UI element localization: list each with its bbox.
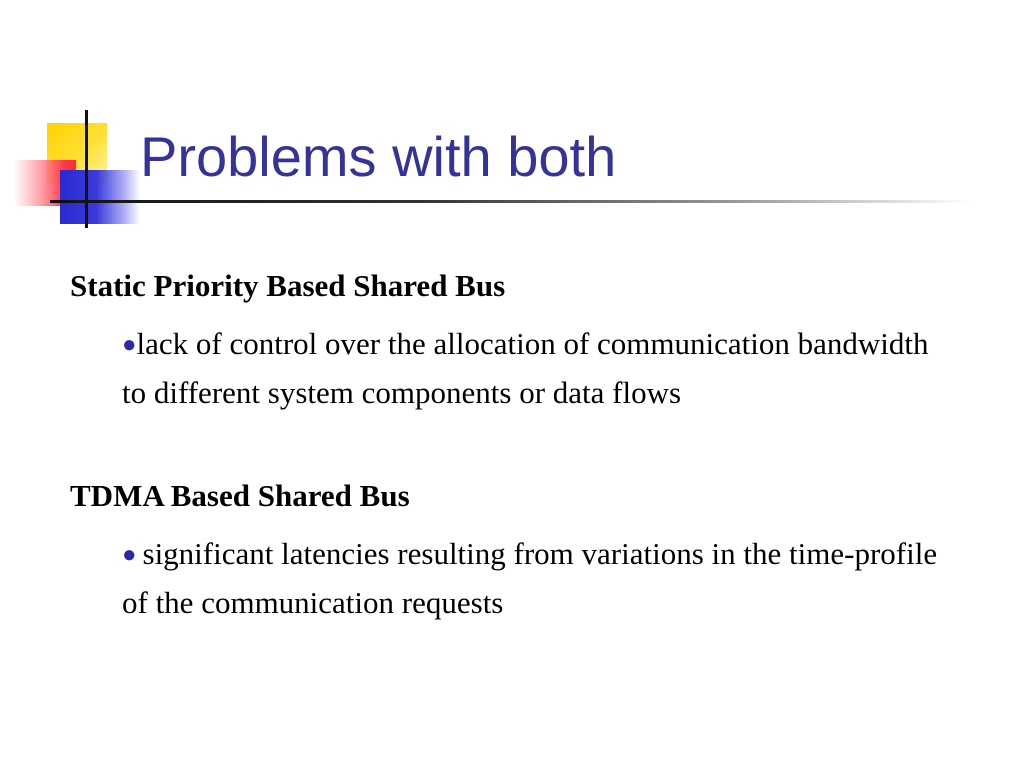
logo-blue-square: [60, 170, 140, 224]
logo-vertical-line: [85, 110, 88, 228]
bullet-icon: ●: [122, 542, 143, 568]
bullet-text-static-priority: lack of control over the allocation of communication bandwidth to different system components or data flows: [122, 326, 929, 410]
slide-title: Problems with both: [140, 125, 617, 188]
bullet-text-tdma: significant latencies resulting from variations in the time-profile of the communication requests: [122, 536, 938, 620]
bullet-icon: ●: [122, 332, 137, 358]
title-underline: [50, 200, 970, 203]
section-heading-tdma: TDMA Based Shared Bus: [70, 478, 410, 513]
bullet-item-tdma: [122, 530, 952, 627]
section-heading-static-priority: Static Priority Based Shared Bus: [70, 268, 506, 303]
bullet-item-static-priority: [122, 320, 952, 417]
